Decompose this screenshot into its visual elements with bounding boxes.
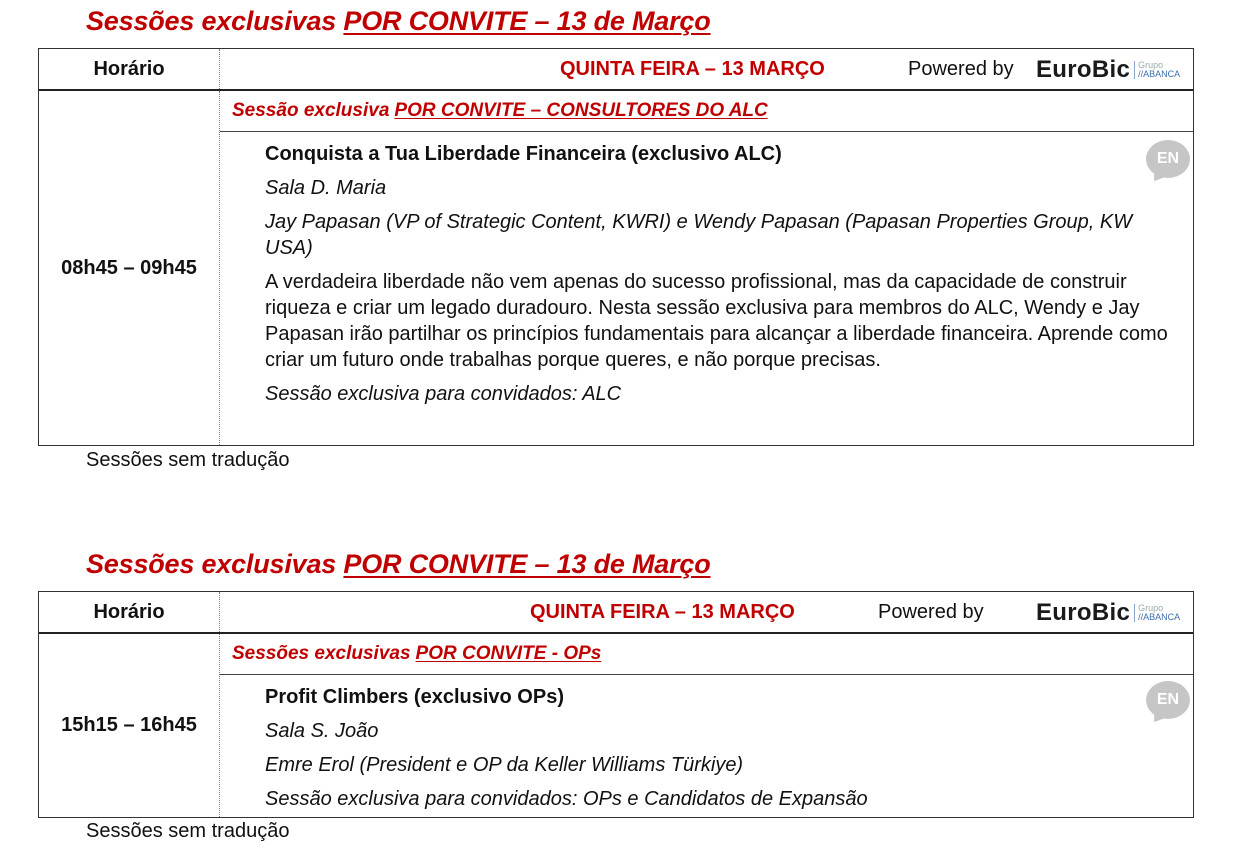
language-label: EN — [1146, 140, 1190, 178]
session-prefix: Sessões exclusivas — [232, 643, 411, 664]
eurobic-logo — [1036, 56, 1180, 84]
title-underlined: POR CONVITE – 13 de Março — [343, 549, 711, 579]
language-label: EN — [1146, 681, 1190, 719]
session-speakers: Jay Papasan (VP of Strategic Content, KWRI) e Wendy Papasan (Papasan Properties Group, KW USA) — [265, 211, 1133, 259]
session-underlined: POR CONVITE - OPs — [415, 643, 602, 664]
footnote: Sessões sem tradução — [86, 449, 290, 471]
session-speakers: Emre Erol (President e OP da Keller Williams Türkiye) — [265, 754, 744, 776]
logo-sub — [1134, 61, 1180, 79]
header-time: Horário — [39, 49, 220, 89]
header-time: Horário — [39, 592, 220, 632]
block-title — [86, 549, 711, 580]
header-day: QUINTA FEIRA – 13 MARÇO — [560, 57, 825, 80]
language-en-icon — [1146, 140, 1190, 178]
logo-sub-top: Grupo — [1138, 60, 1164, 70]
title-prefix: Sessões exclusivas — [86, 6, 337, 36]
block-title — [86, 6, 711, 37]
powered-by-label: Powered by — [878, 600, 984, 623]
logo-sub — [1134, 604, 1180, 622]
session-body — [265, 684, 1185, 812]
session-title: Conquista a Tua Liberdade Financeira (exclusivo ALC) — [265, 143, 782, 165]
table-header — [39, 49, 1193, 91]
session-header — [220, 91, 1193, 132]
logo-sub-bottom: //ABANCA — [1138, 69, 1181, 79]
session-invite-note: Sessão exclusiva para convidados: OPs e Candidatos de Expansão — [265, 788, 868, 810]
eurobic-logo — [1036, 599, 1180, 627]
session-header — [220, 634, 1193, 675]
time-cell: 15h15 – 16h45 — [39, 634, 220, 817]
logo-main: EuroBic — [1036, 599, 1131, 626]
session-title: Profit Climbers (exclusivo OPs) — [265, 686, 564, 708]
session-underlined: POR CONVITE – CONSULTORES DO ALC — [394, 100, 768, 121]
title-prefix: Sessões exclusivas — [86, 549, 337, 579]
session-room: Sala D. Maria — [265, 177, 387, 199]
schedule-table — [38, 591, 1194, 818]
footnote: Sessões sem tradução — [86, 820, 290, 842]
table-header — [39, 592, 1193, 634]
session-invite-note: Sessão exclusiva para convidados: ALC — [265, 383, 622, 405]
title-underlined: POR CONVITE – 13 de Março — [343, 6, 711, 36]
schedule-table — [38, 48, 1194, 446]
logo-sub-top: Grupo — [1138, 603, 1164, 613]
session-room: Sala S. João — [265, 720, 379, 742]
session-description: A verdadeira liberdade não vem apenas do sucesso profissional, mas da capacidade de construir riqueza e criar um legado duradouro. Nesta sessão exclusiva para membros do ALC, Wendy e Jay Papasan irão partilhar os princípios fundamentais para alcançar a liberdade financeira. Aprende como criar um futuro onde trabalhas porque queres, e não porque precisas. — [265, 271, 1168, 371]
header-day: QUINTA FEIRA – 13 MARÇO — [530, 600, 795, 623]
session-body — [265, 141, 1185, 407]
powered-by-label: Powered by — [908, 57, 1014, 80]
time-cell: 08h45 – 09h45 — [39, 91, 220, 445]
logo-main: EuroBic — [1036, 56, 1131, 83]
logo-sub-bottom: //ABANCA — [1138, 612, 1181, 622]
session-prefix: Sessão exclusiva — [232, 100, 390, 121]
language-en-icon — [1146, 681, 1190, 719]
